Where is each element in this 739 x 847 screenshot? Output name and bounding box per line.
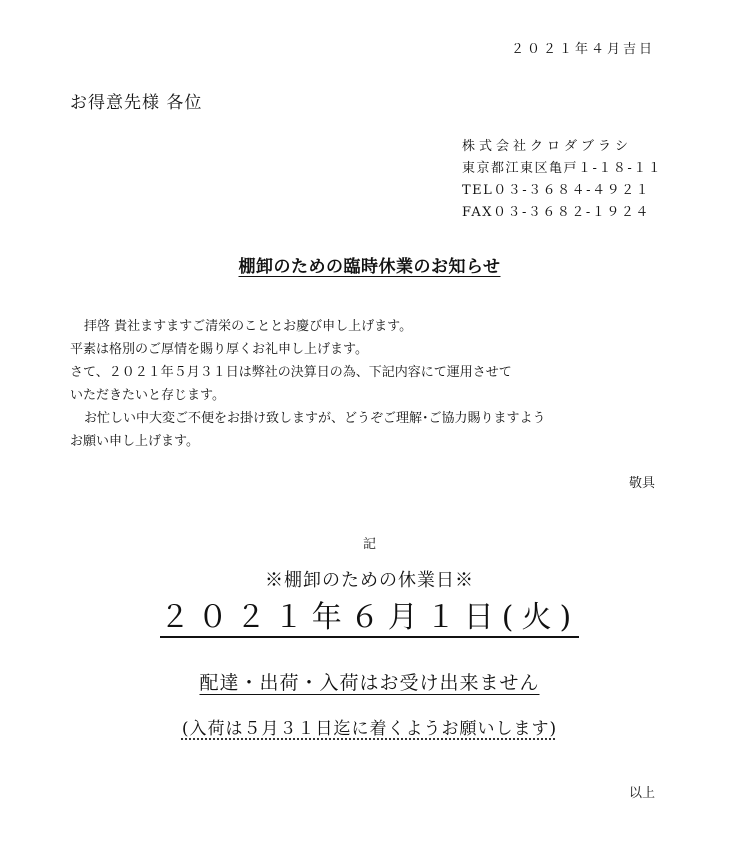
sender-address: 東京都江東区亀戸１-１８-１１ bbox=[462, 161, 663, 176]
body-line: いただきたいと存じます。 bbox=[70, 388, 225, 403]
sender-fax: FAX０３-３６８２-１９２４ bbox=[462, 205, 650, 220]
sender-company: 株式会社クロダブラシ bbox=[462, 139, 633, 154]
notice-sub bbox=[0, 714, 739, 739]
body-line: さて、２０２１年５月３１日は弊社の決算日の為、下記内容にて運用させて bbox=[70, 365, 512, 380]
closing: 敬具 bbox=[628, 476, 655, 491]
end-marker: 以上 bbox=[628, 786, 655, 801]
recipient: お得意先様 各位 bbox=[70, 93, 203, 113]
body-text bbox=[70, 315, 670, 453]
holiday-date bbox=[0, 592, 739, 636]
notice-sub-text: (入荷は５月３１日迄に着くようお願いします) bbox=[181, 719, 558, 739]
ki-marker: 記 bbox=[362, 537, 376, 552]
holiday-date-text: ２０２１年６月１日(火) bbox=[160, 600, 579, 638]
document-title-text: 棚卸のための臨時休業のお知らせ bbox=[238, 257, 501, 277]
body-line: お願い申し上げます。 bbox=[70, 434, 199, 449]
document-title bbox=[0, 252, 739, 277]
document-date: ２０２１年４月吉日 bbox=[510, 42, 655, 57]
body-line: お忙しい中大変ご不便をお掛け致しますが、どうぞご理解･ご協力賜りますよう bbox=[84, 411, 546, 426]
notice-main bbox=[0, 668, 739, 695]
notice-main-text: 配達・出荷・入荷はお受け出来ません bbox=[199, 672, 540, 694]
body-line: 平素は格別のご厚情を賜り厚くお礼申し上げます。 bbox=[70, 342, 368, 357]
sender-block bbox=[462, 136, 662, 224]
sender-tel: TEL０３-３６８４-４９２１ bbox=[462, 183, 651, 198]
holiday-label: ※棚卸のための休業日※ bbox=[265, 570, 474, 591]
body-line: 拝啓 貴社ますますご清栄のこととお慶び申し上げます。 bbox=[84, 319, 413, 334]
